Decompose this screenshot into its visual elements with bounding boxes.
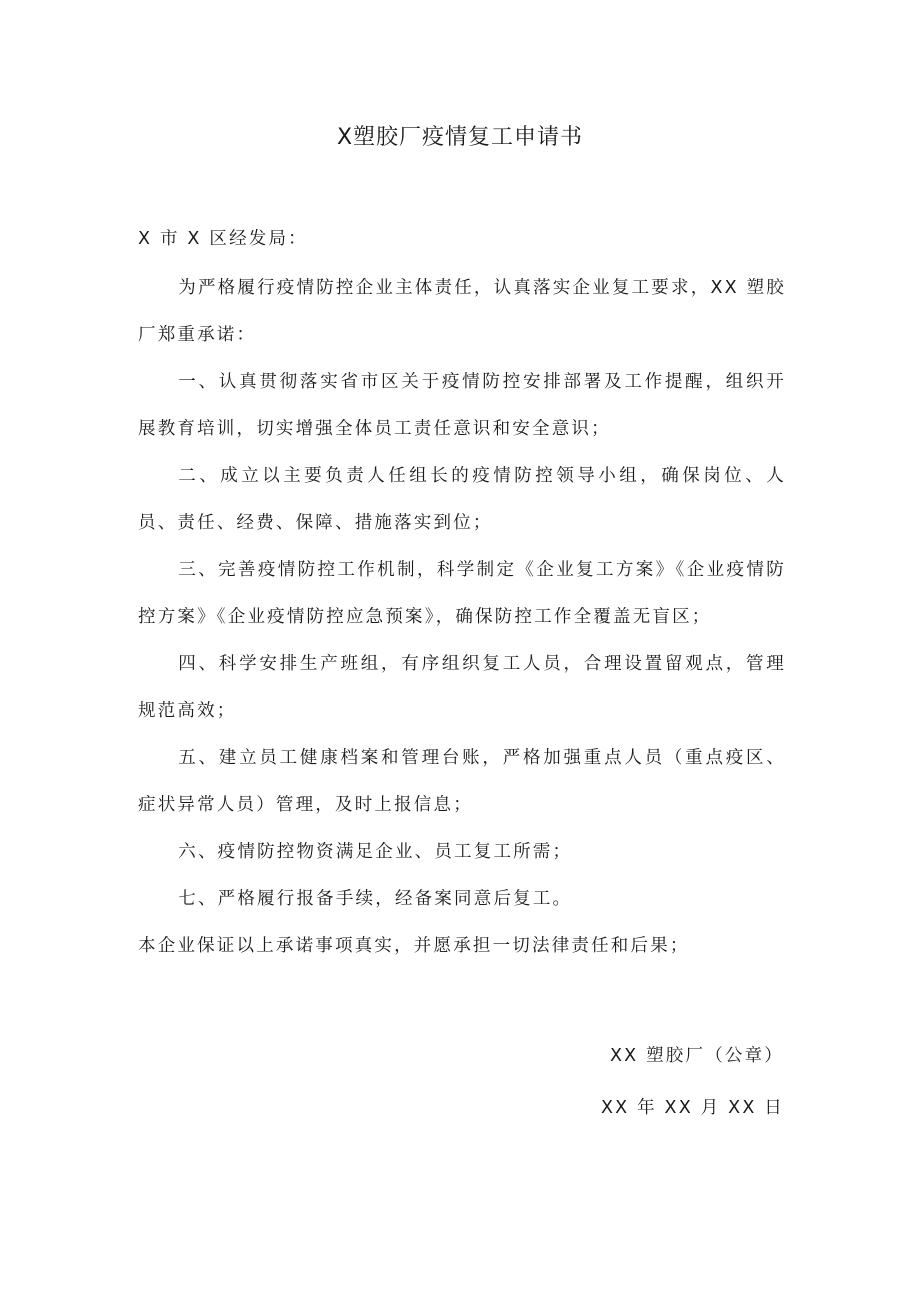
- commitment-item-4: 四、科学安排生产班组，有序组织复工人员，合理设置留观点，管理规范高效；: [138, 654, 786, 721]
- document-title: X塑胶厂疫情复工申请书: [336, 125, 584, 150]
- commitment-item-7: 七、严格履行报备手续，经备案同意后复工。: [178, 889, 573, 909]
- intro-paragraph: 为严格履行疫情防控企业主体责任，认真落实企业复工要求，XX 塑胶厂郑重承诺：: [138, 278, 786, 345]
- document-body: [138, 216, 786, 970]
- signature-organization: XX 塑胶厂（公章）: [609, 1046, 784, 1066]
- commitment-item-6: 六、疫情防控物资满足企业、员工复工所需；: [178, 842, 573, 862]
- commitment-item-1: 一、认真贯彻落实省市区关于疫情防控安排部署及工作提醒，组织开展教育培训，切实增强全体员工责任意识和安全意识；: [138, 372, 786, 439]
- signature-date: XX 年 XX 月 XX 日: [600, 1098, 784, 1118]
- commitment-item-5: 五、建立员工健康档案和管理台账，严格加强重点人员（重点疫区、症状异常人员）管理，及时上报信息；: [138, 748, 786, 815]
- salutation: X 市 X 区经发局：: [138, 229, 308, 249]
- commitment-item-2: 二、成立以主要负责人任组长的疫情防控领导小组，确保岗位、人员、责任、经费、保障、措施落实到位；: [138, 466, 786, 533]
- guarantee-paragraph: 本企业保证以上承诺事项真实，并愿承担一切法律责任和后果；: [138, 936, 690, 956]
- commitment-item-3: 三、完善疫情防控工作机制，科学制定《企业复工方案》《企业疫情防控方案》《企业疫情防控应急预案》，确保防控工作全覆盖无盲区；: [138, 560, 786, 627]
